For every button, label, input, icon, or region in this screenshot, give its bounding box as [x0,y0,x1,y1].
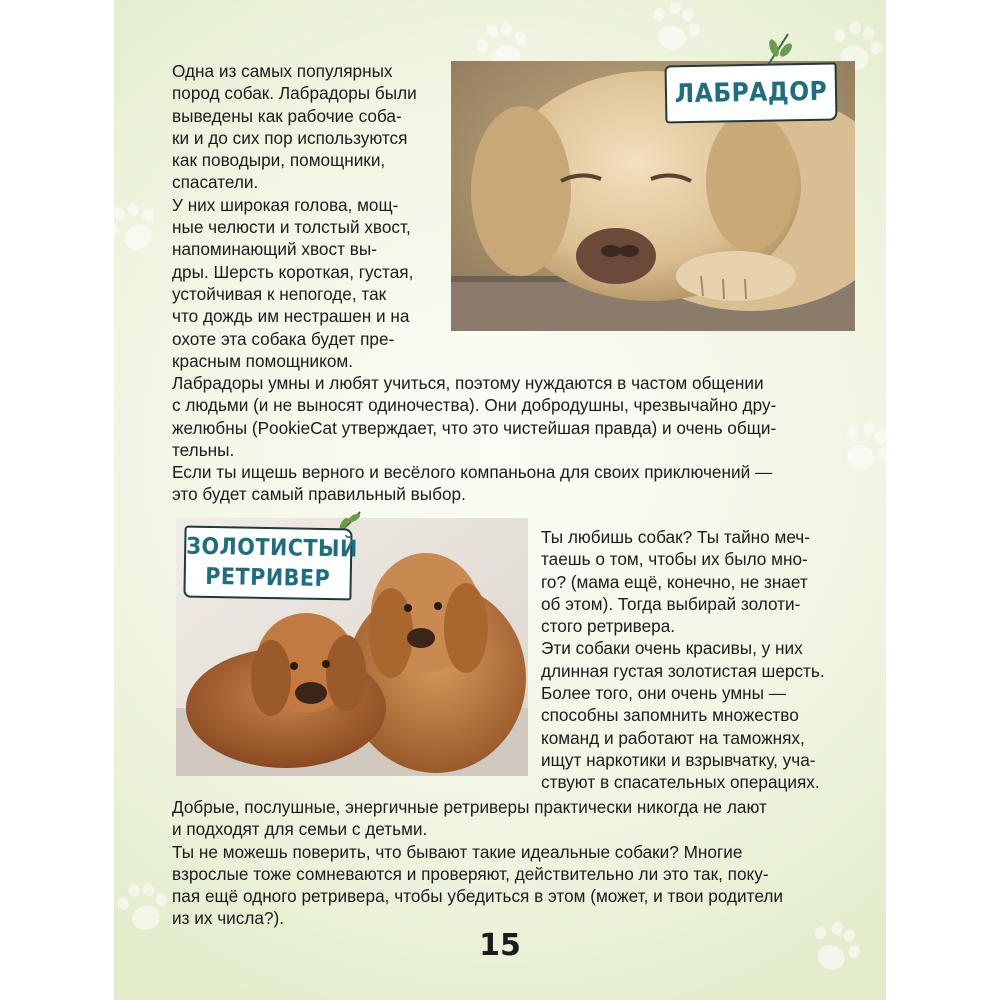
labrador-label-text: ЛАБРАДОР [674,76,828,110]
text-line: ствуют в спасательных операциях. [541,772,820,793]
labrador-label [665,63,838,124]
golden-retriever-label [183,526,359,601]
text-line: пород собак. Лабрадоры были [172,83,417,104]
labrador-intro [172,60,440,372]
text-line: красным помощником. [172,350,354,371]
text-line: с людьми (и не выносят одиночества). Они добродушны, чрезвычайно дру- [172,395,777,416]
text-line: Если ты ищешь верного и весёлого компаньона для своих приключений — [172,462,773,483]
text-line: ищут наркотики и взрывчатку, уча- [541,749,816,770]
text-line: устойчивая к непогоде, так [172,283,387,304]
text-line: Добрые, послушные, энергичные ретриверы практически никогда не лают [172,797,767,817]
text-line: У них широкая голова, мощ- [172,194,399,215]
text-line: ные челюсти и толстый хвост, [172,217,411,238]
text-line: и подходят для семьи с детьми. [172,819,428,840]
text-line: стого ретривера. [541,616,676,637]
text-line: выведены как рабочие соба- [172,105,402,126]
text-line: из их числа?). [172,908,285,929]
golden-retriever-label-line: ЗОЛОТИСТЫЙ [186,533,359,563]
text-line: Лабрадоры умны и любят учиться, поэтому нуждаются в частом общении [172,373,764,393]
text-line: охоте эта собака будет пре- [172,328,395,349]
text-line: Ты не можешь поверить, что бывают такие идеальные собаки? Многие [172,841,743,862]
text-line: об этом). Тогда выбирай золоти- [541,593,801,614]
labrador-character [172,372,848,506]
text-line: желюбны (PookieCat утверждает, что это чистейшая правда) и очень общи- [172,417,777,438]
text-line: как поводыри, помощники, [172,150,386,171]
text-line: Ты любишь собак? Ты тайно меч- [541,527,810,547]
text-line: взрослые тоже сомневаются и проверяют, действительно ли это так, поку- [172,863,769,884]
text-line: пая ещё одного ретривера, чтобы убедиться в этом (может, и твои родители [172,886,783,907]
text-line: тельны. [172,439,235,460]
text-line: Более того, они очень умны — [541,683,786,704]
text-line: способны запомнить множество [541,705,799,726]
text-line: длинная густая золотистая шерсть. [541,660,825,681]
text-line: ки и до сих пор используются [172,127,408,148]
text-line: напоминающий хвост вы- [172,239,377,260]
text-line: Эти собаки очень красивы, у них [541,638,803,659]
golden-retriever-label-line: РЕТРИВЕР [205,563,331,593]
text-line: спасатели. [172,172,259,193]
text-line: дры. Шерсть короткая, густая, [172,261,414,282]
text-line: Одна из самых популярных [172,61,393,81]
text-line: го? (мама ещё, конечно, не знает [541,571,808,592]
paw-print-icon [114,189,175,271]
text-line: это будет самый правильный выбор. [172,484,466,505]
text-line: что дождь им нестрашен и на [172,306,410,327]
paw-print-icon [637,0,710,67]
paw-print-icon [114,873,181,946]
retriever-details [172,796,848,930]
text-line: таешь о том, чтобы их было мно- [541,549,808,570]
page-number: 15 [479,928,521,963]
text-line: команд и работают на таможнях, [541,727,805,748]
retriever-intro [541,526,847,794]
